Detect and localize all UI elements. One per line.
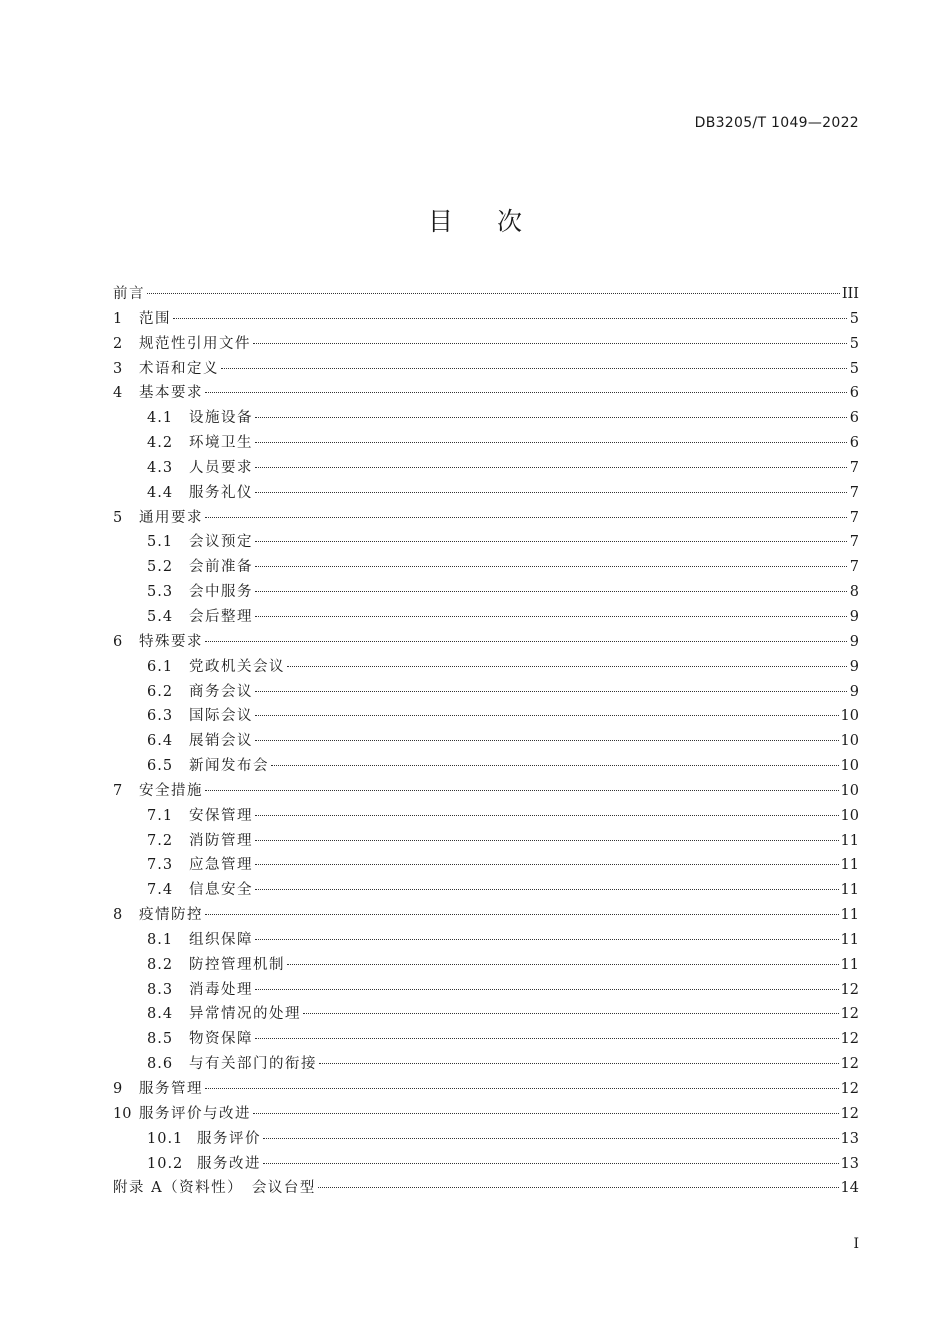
toc-entry-page: 10 <box>840 807 859 824</box>
toc-entry[interactable] <box>113 282 859 307</box>
toc-entry-page: 9 <box>849 608 859 625</box>
toc-entry-label: 新闻发布会 <box>189 758 269 775</box>
toc-entry-page: 6 <box>849 435 859 452</box>
toc-dot-leader <box>205 517 847 518</box>
toc-entry-label: 前言 <box>113 286 145 302</box>
toc-entry[interactable] <box>113 829 859 854</box>
toc-entry-label: 人员要求 <box>189 459 253 476</box>
toc-entry[interactable] <box>113 1002 859 1027</box>
toc-entry[interactable] <box>113 406 859 431</box>
toc-entry-number: 5 <box>113 509 123 526</box>
toc-entry-page: 12 <box>840 1056 859 1073</box>
toc-entry-number: 8.4 <box>147 1006 174 1023</box>
toc-entry-number: 8.1 <box>147 931 174 948</box>
toc-entry[interactable] <box>113 804 859 829</box>
toc-dot-leader <box>205 790 839 791</box>
toc-dot-leader <box>205 641 847 642</box>
toc-entry-page: 11 <box>840 857 859 874</box>
toc-entry-number: 10 <box>113 1105 132 1122</box>
toc-entry-page: 7 <box>849 509 859 526</box>
toc-entry-label: 党政机关会议 <box>189 658 285 675</box>
toc-dot-leader <box>253 343 847 344</box>
toc-entry-label: 附录 A（资料性） 会议台型 <box>113 1180 316 1197</box>
toc-entry[interactable] <box>113 580 859 605</box>
toc-entry[interactable] <box>113 1027 859 1052</box>
toc-entry[interactable] <box>113 1127 859 1152</box>
toc-entry-page: 7 <box>849 534 859 551</box>
toc-dot-leader <box>287 964 839 965</box>
toc-entry-label: 服务评价与改进 <box>139 1105 251 1122</box>
toc-entry-label: 设施设备 <box>189 410 253 427</box>
toc-entry-number: 5.2 <box>147 559 174 576</box>
toc-dot-leader <box>255 691 847 692</box>
toc-entry-page: 13 <box>840 1155 859 1172</box>
toc-entry-label: 防控管理机制 <box>189 956 285 973</box>
toc-entry-number: 6.3 <box>147 708 174 725</box>
toc-entry-number: 6.2 <box>147 683 174 700</box>
toc-entry-number: 5.4 <box>147 608 174 625</box>
toc-entry-number: 3 <box>113 360 123 377</box>
toc-entry-label: 商务会议 <box>189 683 253 700</box>
toc-entry-label: 消毒处理 <box>189 981 253 998</box>
toc-entry-page: 9 <box>849 658 859 675</box>
toc-dot-leader <box>255 442 847 443</box>
toc-entry-label: 展销会议 <box>189 733 253 750</box>
toc-entry-number: 9 <box>113 1081 123 1097</box>
toc-entry-page: 9 <box>849 683 859 700</box>
toc-entry-label: 规范性引用文件 <box>139 335 251 352</box>
toc-entry-page: 5 <box>849 360 859 377</box>
toc-dot-leader <box>221 368 847 369</box>
toc-dot-leader <box>255 889 839 890</box>
toc-entry-number: 4 <box>113 385 123 402</box>
title-char-2: 次 <box>497 207 523 236</box>
toc-entry[interactable] <box>113 605 859 630</box>
toc-entry-page: 11 <box>840 882 859 899</box>
toc-entry[interactable] <box>113 630 859 655</box>
toc-entry-page: 8 <box>849 584 859 601</box>
toc-entry[interactable] <box>113 357 859 382</box>
document-code: DB3205/T 1049—2022 <box>694 115 859 131</box>
toc-entry-number: 10.1 <box>147 1130 184 1147</box>
toc-entry-number: 6 <box>113 633 123 650</box>
toc-entry-page: III <box>841 286 859 302</box>
toc-dot-leader <box>255 715 839 716</box>
toc-entry-page: 5 <box>849 310 859 327</box>
toc-entry-label: 信息安全 <box>189 882 253 899</box>
toc-entry-number: 6.1 <box>147 658 174 675</box>
toc-entry-number: 2 <box>113 335 123 352</box>
toc-entry[interactable] <box>113 878 859 903</box>
toc-dot-leader <box>255 591 847 592</box>
toc-dot-leader <box>255 541 847 542</box>
toc-dot-leader <box>255 989 839 990</box>
toc-entry-number: 5.1 <box>147 534 174 551</box>
toc-entry-label: 会前准备 <box>189 559 253 576</box>
toc-entry-page: 7 <box>849 559 859 576</box>
toc-dot-leader <box>173 318 847 319</box>
toc-entry-label: 服务礼仪 <box>189 484 253 501</box>
toc-entry-page: 10 <box>840 782 859 799</box>
toc-entry-page: 12 <box>840 1081 859 1097</box>
toc-entry[interactable] <box>113 978 859 1003</box>
toc-entry-page: 6 <box>849 410 859 427</box>
toc-entry[interactable] <box>113 953 859 978</box>
toc-entry[interactable] <box>113 754 859 779</box>
toc-entry-page: 7 <box>849 459 859 476</box>
toc-entry-page: 5 <box>849 335 859 352</box>
toc-entry[interactable] <box>113 555 859 580</box>
toc-entry-label: 组织保障 <box>189 931 253 948</box>
toc-dot-leader <box>255 864 839 865</box>
toc-entry[interactable] <box>113 456 859 481</box>
toc-dot-leader <box>205 1088 839 1089</box>
toc-entry-number: 4.3 <box>147 459 174 476</box>
toc-entry-label: 环境卫生 <box>189 435 253 452</box>
toc-entry-label: 应急管理 <box>189 857 253 874</box>
toc-dot-leader <box>255 566 847 567</box>
toc-dot-leader <box>255 417 847 418</box>
toc-entry-number: 4.4 <box>147 484 174 501</box>
page-title <box>0 202 950 238</box>
toc-entry-number: 7.3 <box>147 857 174 874</box>
toc-dot-leader <box>287 666 847 667</box>
toc-entry-label: 会后整理 <box>189 608 253 625</box>
toc-entry[interactable] <box>113 1176 859 1201</box>
toc-entry-label: 物资保障 <box>189 1031 253 1048</box>
toc-entry-page: 11 <box>840 956 859 973</box>
toc-entry-number: 8.5 <box>147 1031 174 1048</box>
toc-entry[interactable] <box>113 381 859 406</box>
toc-entry-page: 6 <box>849 385 859 402</box>
toc-dot-leader <box>255 492 847 493</box>
toc-entry[interactable] <box>113 655 859 680</box>
toc-entry-number: 7 <box>113 782 123 799</box>
toc-entry-number: 8 <box>113 907 123 924</box>
toc-entry-page: 12 <box>840 1006 859 1023</box>
toc-entry-number: 4.1 <box>147 410 174 427</box>
toc-entry[interactable] <box>113 332 859 357</box>
toc-entry-number: 8.3 <box>147 981 174 998</box>
toc-entry-label: 服务管理 <box>139 1081 203 1097</box>
toc-entry-page: 11 <box>840 931 859 948</box>
toc-entry[interactable] <box>113 1052 859 1077</box>
toc-entry-label: 消防管理 <box>189 832 253 849</box>
toc-entry[interactable] <box>113 1077 859 1102</box>
page-number: I <box>853 1236 859 1252</box>
toc-dot-leader <box>255 616 847 617</box>
toc-dot-leader <box>205 392 847 393</box>
toc-entry-page: 12 <box>840 1031 859 1048</box>
toc-dot-leader <box>255 939 839 940</box>
toc-entry-label: 安全措施 <box>139 782 203 799</box>
toc-entry-number: 10.2 <box>147 1155 184 1172</box>
toc-entry-number: 1 <box>113 310 123 327</box>
toc-dot-leader <box>255 1038 839 1039</box>
toc-entry[interactable] <box>113 729 859 754</box>
toc-entry[interactable] <box>113 779 859 804</box>
toc-entry-page: 14 <box>840 1180 859 1197</box>
toc-dot-leader <box>255 740 839 741</box>
toc-entry-number: 6.5 <box>147 758 174 775</box>
toc-entry[interactable] <box>113 307 859 332</box>
toc-entry[interactable] <box>113 853 859 878</box>
toc-entry-label: 会议预定 <box>189 534 253 551</box>
toc-entry-label: 国际会议 <box>189 708 253 725</box>
toc-dot-leader <box>263 1163 839 1164</box>
toc-entry-number: 8.6 <box>147 1056 174 1073</box>
toc-entry-page: 10 <box>840 708 859 725</box>
toc-entry-label: 通用要求 <box>139 509 203 526</box>
toc-entry-label: 疫情防控 <box>139 907 203 924</box>
toc-entry[interactable] <box>113 506 859 531</box>
toc-dot-leader <box>255 840 839 841</box>
toc-entry-number: 6.4 <box>147 733 174 750</box>
toc-entry-number: 4.2 <box>147 435 174 452</box>
toc-dot-leader <box>253 1113 839 1114</box>
toc-entry-number: 5.3 <box>147 584 174 601</box>
toc-entry-page: 10 <box>840 758 859 775</box>
toc-entry-label: 安保管理 <box>189 807 253 824</box>
toc-entry-label: 异常情况的处理 <box>189 1006 301 1023</box>
toc-entry-label: 术语和定义 <box>139 360 219 377</box>
toc-dot-leader <box>147 293 840 294</box>
toc-dot-leader <box>263 1138 839 1139</box>
toc-entry-label: 范围 <box>139 310 171 327</box>
toc-dot-leader <box>271 765 839 766</box>
title-char-1: 目 <box>427 207 453 236</box>
toc-entry-label: 基本要求 <box>139 385 203 402</box>
toc-entry-number: 7.2 <box>147 832 174 849</box>
toc-dot-leader <box>205 914 839 915</box>
toc-entry-number: 8.2 <box>147 956 174 973</box>
toc-entry-page: 13 <box>840 1130 859 1147</box>
toc-dot-leader <box>255 467 847 468</box>
toc-entry[interactable] <box>113 1152 859 1177</box>
toc-dot-leader <box>318 1187 839 1188</box>
toc-dot-leader <box>319 1063 839 1064</box>
toc-dot-leader <box>255 815 839 816</box>
toc-entry[interactable] <box>113 530 859 555</box>
toc-entry-page: 9 <box>849 633 859 650</box>
toc-entry[interactable] <box>113 928 859 953</box>
toc-entry-page: 12 <box>840 1105 859 1122</box>
table-of-contents <box>113 282 859 1201</box>
toc-entry[interactable] <box>113 1102 859 1127</box>
toc-dot-leader <box>303 1013 839 1014</box>
toc-entry-page: 11 <box>840 832 859 849</box>
toc-entry-label: 会中服务 <box>189 584 253 601</box>
toc-entry-label: 服务改进 <box>197 1155 261 1172</box>
toc-entry-page: 7 <box>849 484 859 501</box>
toc-entry[interactable] <box>113 680 859 705</box>
toc-entry[interactable] <box>113 903 859 928</box>
toc-entry-label: 与有关部门的衔接 <box>189 1056 317 1073</box>
toc-entry-label: 特殊要求 <box>139 633 203 650</box>
toc-entry[interactable] <box>113 481 859 506</box>
toc-entry-number: 7.1 <box>147 807 174 824</box>
toc-entry[interactable] <box>113 431 859 456</box>
toc-entry-page: 12 <box>840 981 859 998</box>
toc-entry-page: 10 <box>840 733 859 750</box>
toc-entry-label: 服务评价 <box>197 1130 261 1147</box>
toc-entry[interactable] <box>113 704 859 729</box>
toc-entry-number: 7.4 <box>147 882 174 899</box>
toc-entry-page: 11 <box>840 907 859 924</box>
